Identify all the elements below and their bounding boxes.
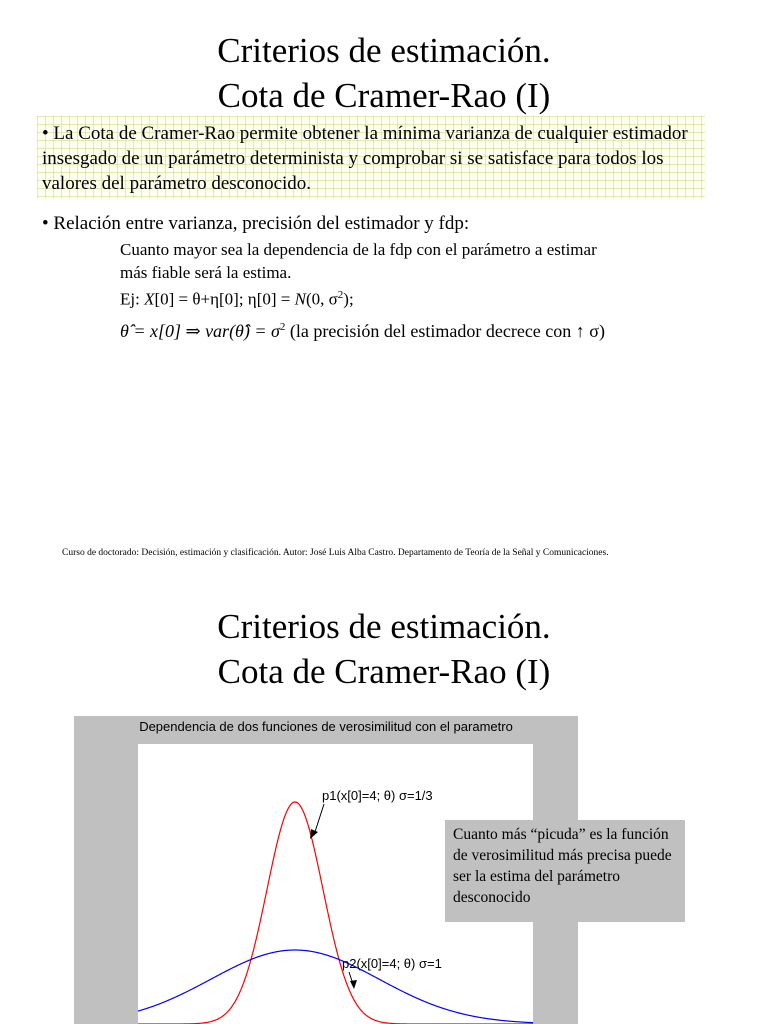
formula-lhs: θ̂ = x[0] ⇒ var(θ̂) = σ [120, 321, 280, 341]
formula-line [120, 316, 605, 343]
slide2-title-line1: Criterios de estimación. [217, 607, 551, 646]
ej-var: X [144, 289, 155, 309]
example-line [120, 284, 354, 311]
chart-title: Dependencia de dos funciones de verosimilitud con el parametro [139, 719, 513, 734]
slide2-title [0, 604, 768, 694]
footer-text: Curso de doctorado: Decisión, estimación y clasificación. Autor: José Luis Alba Castro. Departamento de Teoría de la Señal y Comunicaciones. [62, 548, 609, 558]
formula-sup: 2 [279, 321, 286, 333]
series-label-p2: p2(x[0]=4; θ) σ=1 [342, 956, 442, 971]
arrow-p2 [349, 972, 357, 989]
formula-rhs: (la precisión del estimador decrece con ↑ σ) [285, 321, 605, 341]
series-label-p1: p1(x[0]=4; θ) σ=1/3 [322, 788, 433, 803]
sub-text-2: más fiable será la estima. [120, 263, 292, 282]
bullet-cramer-rao: • La Cota de Cramer-Rao permite obtener la mínima varianza de cualquier estimador insesgado de un parámetro determinista y comprobar si se satisface para todos los valores del parámetro desconocido. [42, 123, 688, 194]
ej-sup: 2 [337, 289, 344, 301]
note-box: Cuanto más “picuda” es la función de verosimilitud más precisa puede ser la estima del parámetro desconocido [445, 820, 685, 922]
slide1-title-line2: Cota de Cramer-Rao (I) [217, 76, 551, 115]
bullet-relation: • Relación entre varianza, precisión del estimador y fdp: [42, 213, 470, 234]
ej-rest: [0] = θ+η[0]; η[0] = [154, 289, 295, 309]
slide1-title [0, 28, 768, 118]
ej-end: ); [343, 289, 354, 309]
slide1-title-line1: Criterios de estimación. [217, 31, 551, 70]
ej-label: Ej: [120, 289, 145, 309]
ej-n: N [294, 289, 306, 309]
slide2-title-line2: Cota de Cramer-Rao (I) [217, 652, 551, 691]
arrow-p1 [310, 804, 324, 839]
sub-text-1: Cuanto mayor sea la dependencia de la fdp con el parámetro a estimar [120, 240, 597, 259]
ej-args: (0, σ [305, 289, 338, 309]
series-line-p2 [138, 950, 533, 1023]
